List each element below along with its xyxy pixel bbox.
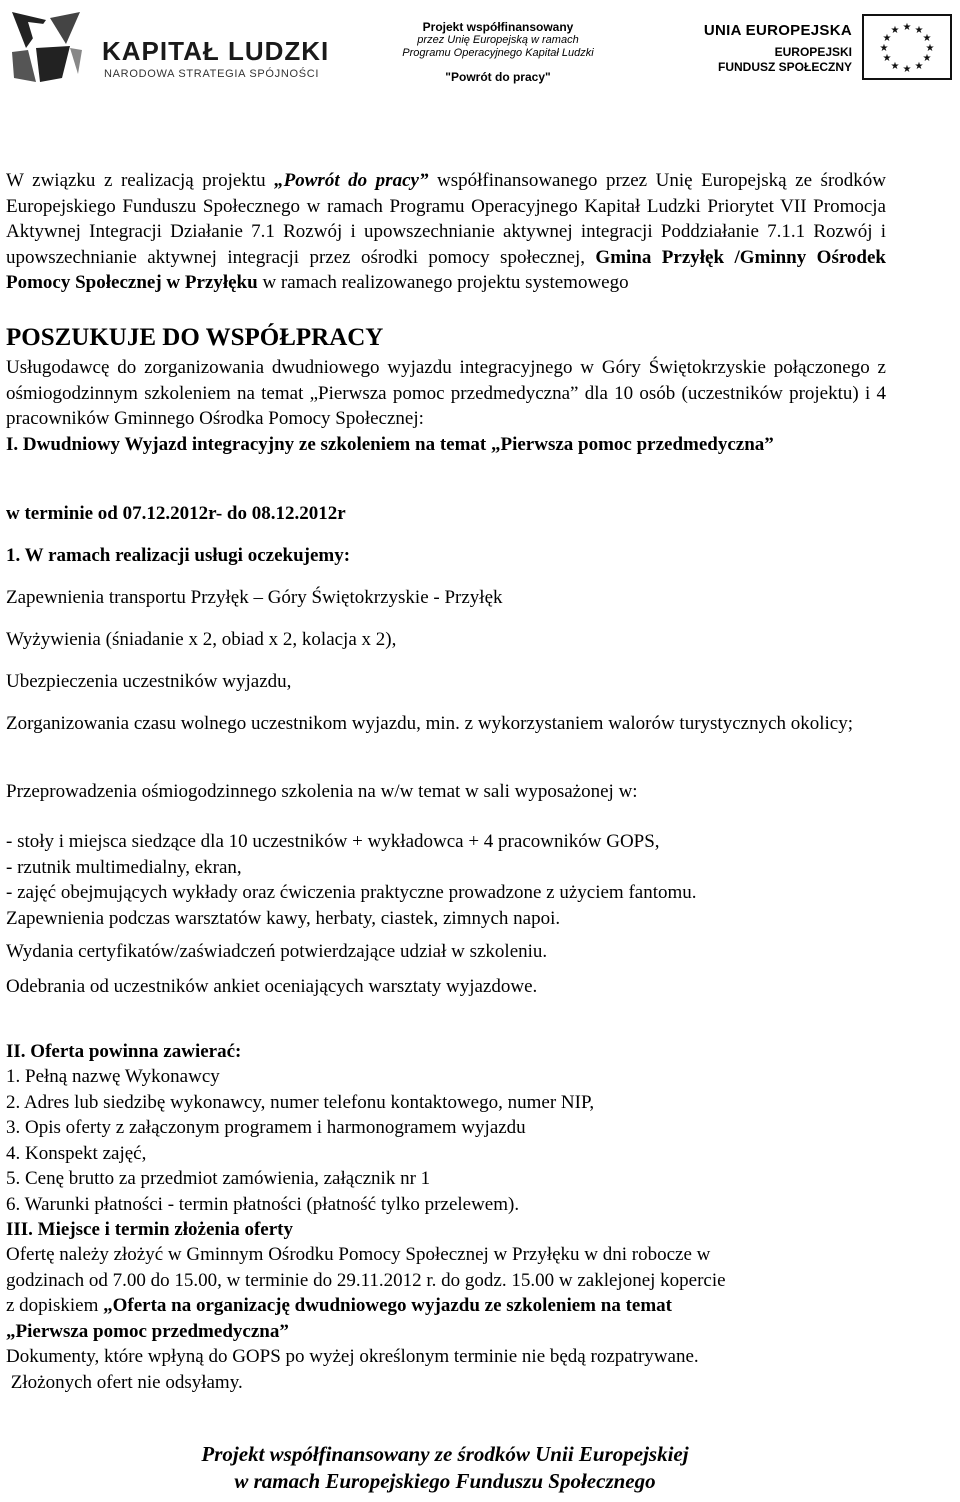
page-footer [0, 1441, 890, 1495]
envelope-note-cont: „Pierwsza pomoc przedmedyczna” [6, 1320, 289, 1342]
eu-flag-icon [862, 14, 952, 80]
svg-text:★: ★ [922, 33, 932, 44]
envelope-note: „Oferta na organizację dwudniowego wyjazdu ze szkoleniem na temat [103, 1295, 672, 1316]
project-line-2b: Programu Operacyjnego Kapitał Ludzki [402, 47, 594, 59]
project-name: "Powrót do pracy" [445, 70, 551, 84]
svg-text:★: ★ [914, 25, 924, 36]
svg-text:★: ★ [902, 64, 912, 75]
kapital-ludzki-emblem-icon [6, 8, 86, 88]
project-title: „Powrót do pracy” [274, 170, 429, 191]
svg-text:★: ★ [902, 22, 912, 33]
organization-name: Gmina Przyłęk /Gminny Ośrodek Pomocy Społecznej w Przyłęku [6, 246, 886, 293]
project-cofinanced-note [398, 20, 598, 84]
kapital-ludzki-logo [6, 8, 336, 88]
kapital-ludzki-title: KAPITAŁ LUDZKI [102, 36, 330, 66]
expectation-item: Przeprowadzenia ośmiogodzinnego szkolenia na w/w temat w sali wyposażonej w: [6, 781, 638, 802]
place-line-3a: z dopiskiem [6, 1295, 104, 1316]
intro-text-b: współfinansowanego przez Unię Europejską ze środków Europejskiego Funduszu Społecznego w ramach Programu Operacyjnego Kapitał Ludzki Priorytet VII Promocja Aktywnej Integracji Działanie 7.1 Rozwój i upowszechnianie aktywnej integracji Poddziałanie 7.1.1 Rozwój i upowszechnianie aktywnej integracji przez ośrodki pomocy społecznej, [6, 170, 886, 268]
place-title: III. Miejsce i termin złożenia oferty [6, 1219, 294, 1240]
extra-item: Zapewnienia podczas warsztatów kawy, herbaty, ciastek, zimnych napoi. [6, 907, 561, 929]
eu-fund-line-1: EUROPEJSKI [774, 45, 852, 59]
place-line: Dokumenty, które wpłyną do GOPS po wyżej określonym terminie nie będą rozpatrywane. [6, 1346, 699, 1367]
svg-text:★: ★ [914, 61, 924, 72]
main-heading: POSZUKUJE DO WSPÓŁPRACY [6, 324, 384, 351]
offer-item: 3. Opis oferty z załączonym programem i harmonogramem wyjazdu [6, 1117, 526, 1138]
equipment-item: - zajęć obejmujących wykłady oraz ćwiczenia praktyczne prowadzone z użyciem fantomu. [6, 882, 697, 903]
svg-text:★: ★ [925, 43, 935, 54]
expectation-item: Zapewnienia transportu Przyłęk – Góry Świętokrzyskie - Przyłęk [6, 587, 503, 608]
project-line-2a: przez Unię Europejską w ramach [417, 34, 579, 46]
offer-item: 4. Konspekt zajęć, [6, 1142, 147, 1164]
expectation-item: Ubezpieczenia uczestników wyjazdu, [6, 671, 292, 692]
eu-title: UNIA EUROPEJSKA [703, 22, 852, 39]
place-line: Ofertę należy złożyć w Gminnym Ośrodku Pomocy Społecznej w Przyłęku w dni robocze w [6, 1244, 711, 1265]
svg-text:★: ★ [882, 33, 892, 44]
footer-line-2: w ramach Europejskiego Funduszu Społecznego [234, 1469, 656, 1493]
eu-label [662, 22, 852, 75]
svg-text:★: ★ [922, 53, 932, 64]
svg-text:★: ★ [890, 61, 900, 72]
seeking-paragraph: Usługodawcę do zorganizowania dwudniowego wyjazdu integracyjnego w Góry Świętokrzyskie połączonego z ośmiogodzinnym szkoleniem na temat „Pierwsza pomoc przedmedyczna” dla 10 osób (uczestników projektu) i 4 pracowników Gminnego Ośrodka Pomocy Społecznej: [6, 357, 886, 429]
kapital-ludzki-subtitle: NARODOWA STRATEGIA SPÓJNOŚCI [104, 68, 320, 80]
equipment-item: - stoły i miejsca siedzące dla 10 uczestników + wykładowca + 4 pracowników GOPS, [6, 831, 660, 852]
place-line: godzinach od 7.00 do 15.00, w terminie do 29.11.2012 r. do godz. 15.00 w zaklejonej kopercie [6, 1269, 726, 1291]
offer-list [6, 1064, 886, 1217]
eu-fund-line-2: FUNDUSZ SPOŁECZNY [717, 60, 852, 74]
offer-title: II. Oferta powinna zawierać: [6, 1041, 242, 1062]
footer-line-1: Projekt współfinansowany ze środków Unii Europejskiej [201, 1442, 689, 1466]
intro-text-c: w ramach realizowanego projektu systemowego [257, 272, 629, 293]
offer-item: 6. Warunki płatności - termin płatności (płatność tylko przelewem). [6, 1193, 520, 1215]
intro-paragraph [6, 168, 886, 296]
expectations-title: 1. W ramach realizacji usługi oczekujemy: [6, 545, 351, 566]
svg-text:★: ★ [879, 43, 889, 54]
term-line: w terminie od 07.12.2012r- do 08.12.2012r [6, 503, 346, 524]
offer-item: 5. Cenę brutto za przedmiot zamówienia, załącznik nr 1 [6, 1168, 431, 1189]
svg-text:★: ★ [882, 53, 892, 64]
intro-text-a: W związku z realizacją projektu [6, 170, 275, 191]
offer-item: 1. Pełną nazwę Wykonawcy [6, 1066, 220, 1087]
section-1-title: I. Dwudniowy Wyjazd integracyjny ze szkoleniem na temat „Pierwsza pomoc przedmedyczna” [6, 434, 774, 455]
equipment-item: - rzutnik multimedialny, ekran, [6, 856, 242, 878]
project-line-1: Projekt współfinansowany [422, 20, 574, 34]
extra-item: Odebrania od uczestników ankiet oceniających warsztaty wyjazdowe. [6, 976, 538, 997]
page-header [0, 0, 960, 100]
expectation-item: Zorganizowania czasu wolnego uczestnikom wyjazdu, min. z wykorzystaniem walorów turystycznych okolicy; [6, 713, 854, 734]
place-paragraph [6, 1242, 886, 1395]
svg-text:★: ★ [890, 25, 900, 36]
equipment-list [6, 829, 886, 931]
place-line-3 [6, 1293, 886, 1319]
offer-item: 2. Adres lub siedzibę wykonawcy, numer telefonu kontaktowego, numer NIP, [6, 1091, 595, 1113]
extra-item: Wydania certyfikatów/zaświadczeń potwierdzające udział w szkoleniu. [6, 941, 548, 962]
place-line: Złożonych ofert nie odsyłamy. [6, 1371, 243, 1393]
expectation-item: Wyżywienia (śniadanie x 2, obiad x 2, kolacja x 2), [6, 629, 397, 650]
